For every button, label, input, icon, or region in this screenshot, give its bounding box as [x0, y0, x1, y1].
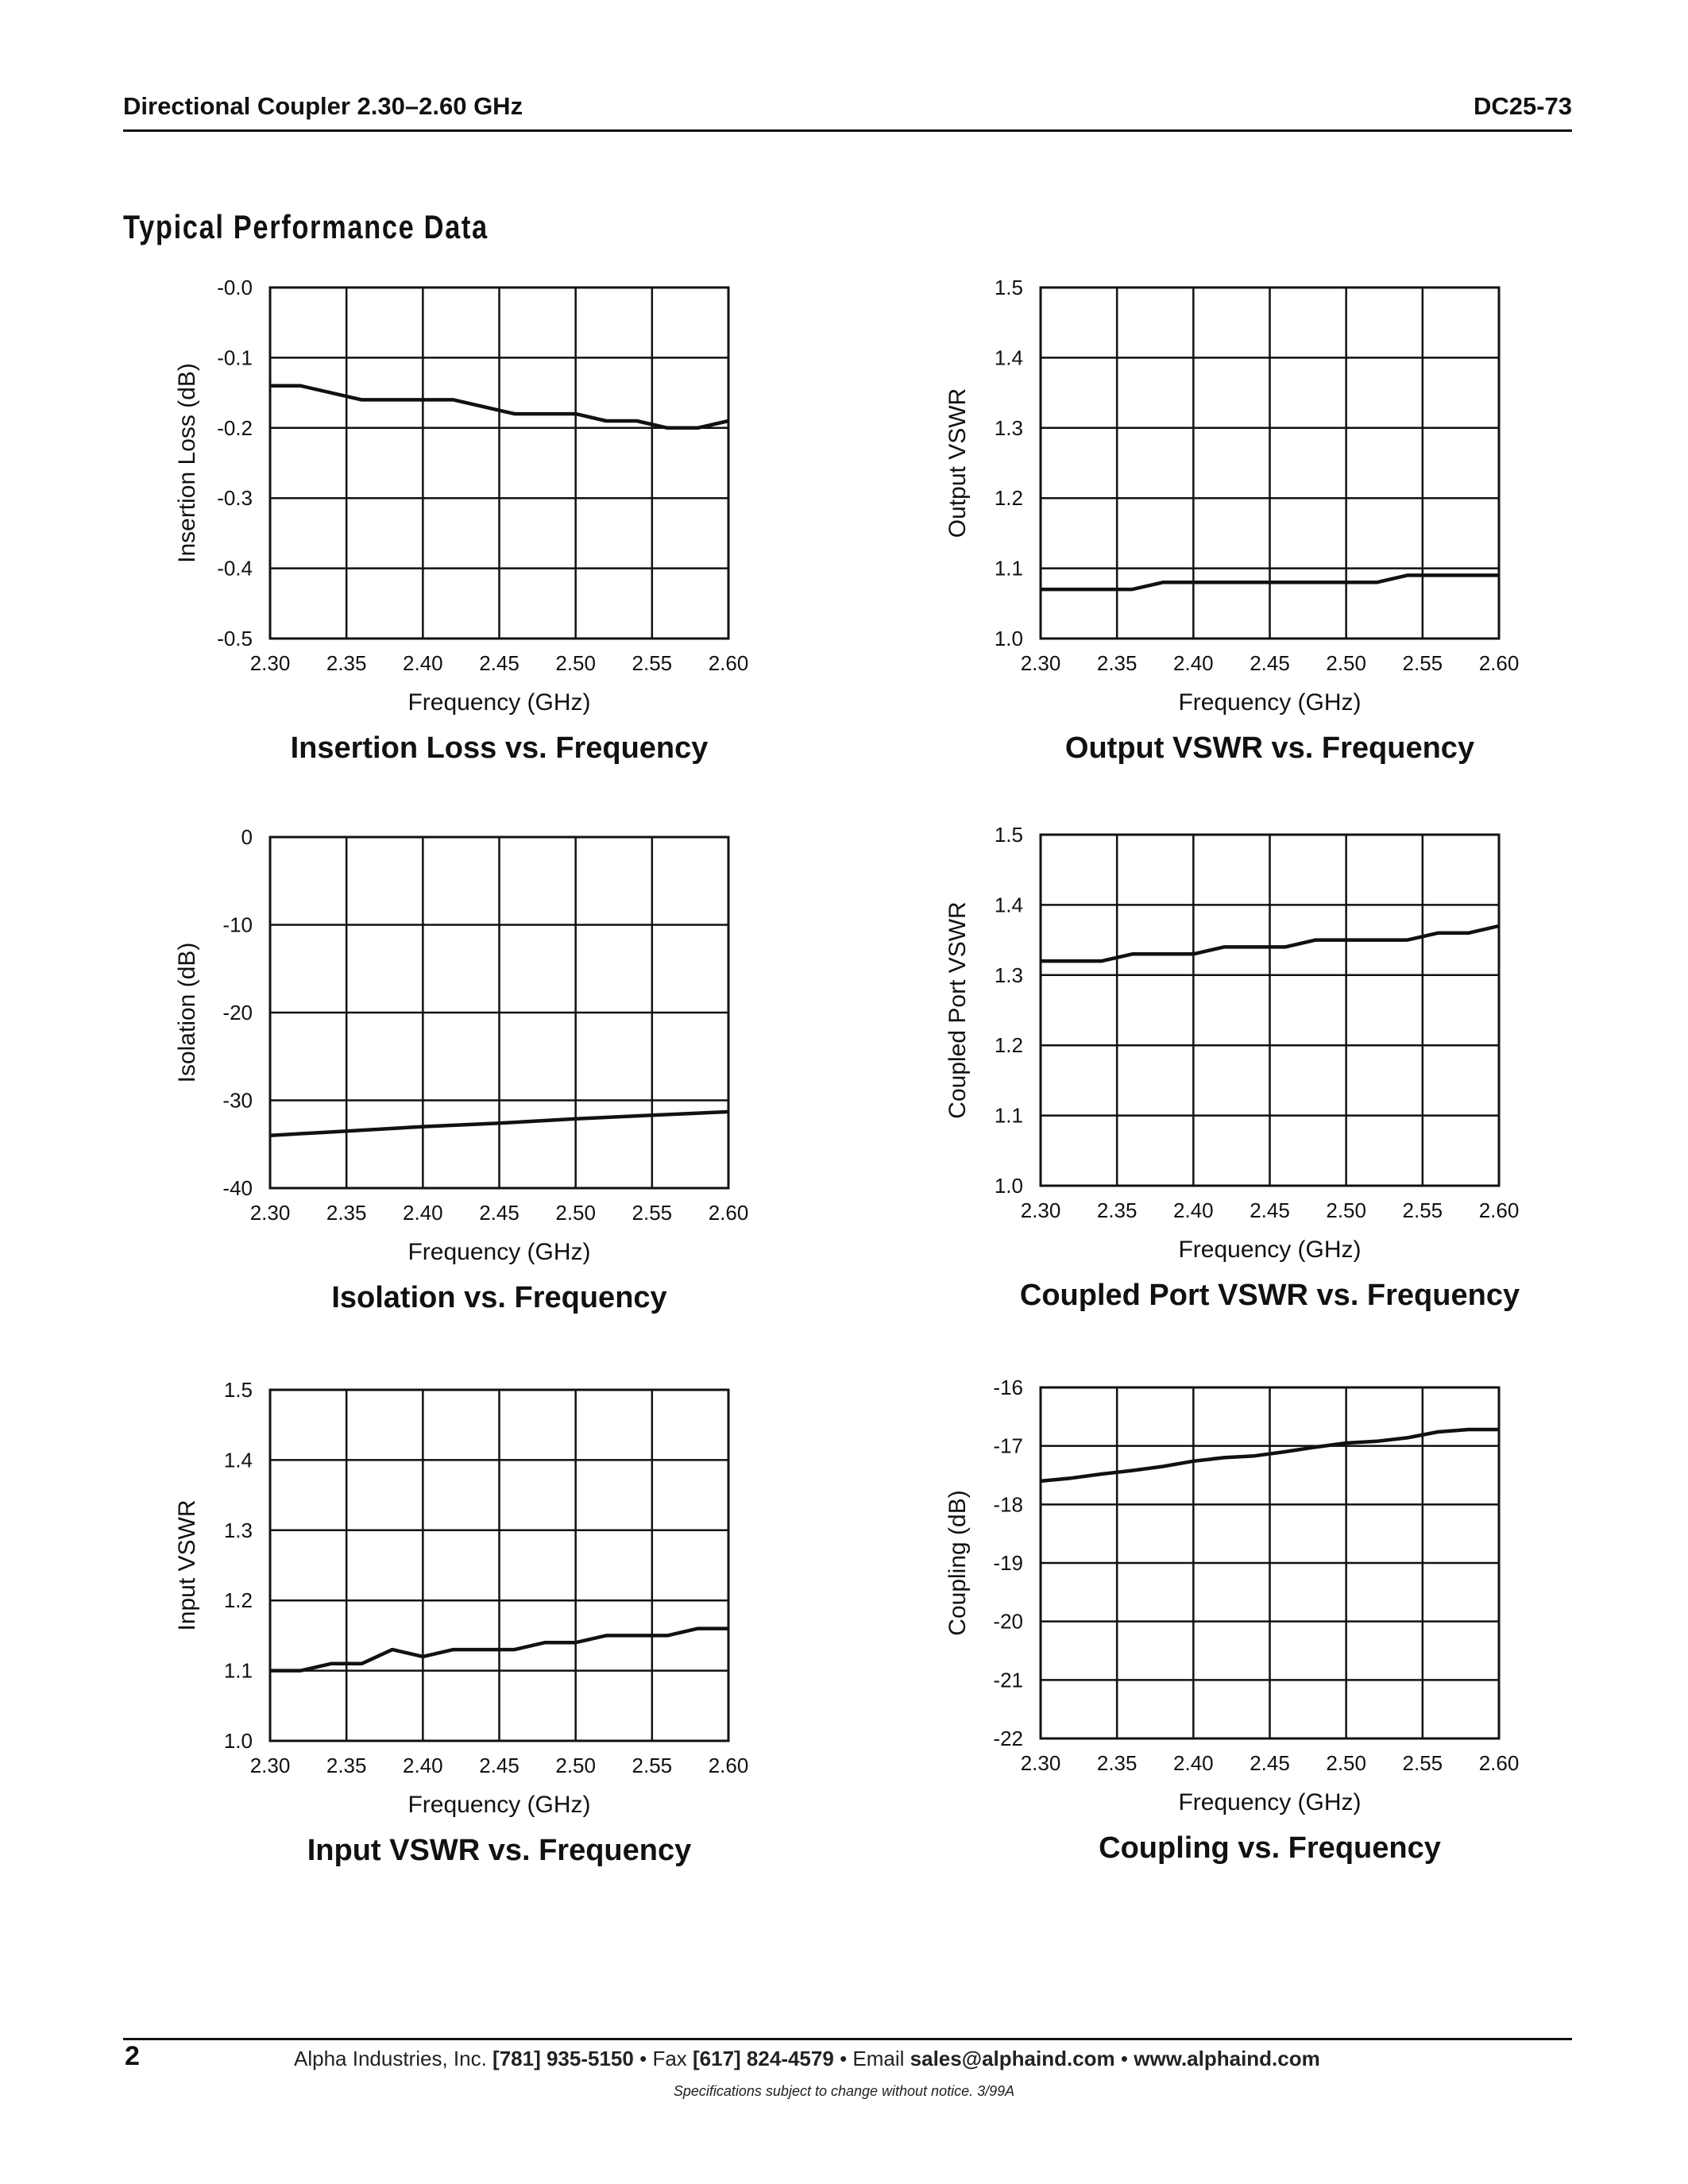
chart-insertion-loss [174, 276, 749, 765]
x-tick-label: 2.45 [1250, 651, 1290, 675]
section-title: Typical Performance Data [123, 208, 489, 245]
x-tick-label: 2.50 [555, 1201, 596, 1225]
x-tick-label: 2.60 [1478, 1198, 1520, 1222]
x-axis-label: Frequency (GHz) [1178, 1789, 1362, 1815]
y-tick-label: -0.3 [217, 486, 253, 511]
y-tick-label: -40 [222, 1176, 253, 1200]
y-tick-label: 1.1 [994, 556, 1023, 581]
y-tick-label: -0.4 [217, 556, 253, 581]
y-tick-label: -30 [222, 1088, 253, 1113]
y-tick-label: 1.4 [994, 345, 1023, 370]
x-tick-label: 2.45 [1250, 1751, 1290, 1775]
y-tick-label: -17 [993, 1433, 1023, 1458]
x-tick-label: 2.50 [555, 1754, 596, 1777]
y-tick-label: 1.0 [994, 627, 1023, 650]
x-tick-label: 2.45 [479, 1201, 520, 1225]
x-tick-label: 2.55 [1402, 1751, 1443, 1775]
page-number: 2 [125, 2041, 140, 2071]
y-axis-label: Input VSWR [174, 1499, 200, 1631]
x-tick-label: 2.40 [403, 651, 443, 675]
fax-label: Fax [652, 2047, 687, 2070]
y-axis-label: Coupling (dB) [944, 1490, 971, 1636]
x-tick-label: 2.40 [403, 1201, 443, 1225]
x-tick-label: 2.60 [1478, 1751, 1520, 1775]
y-tick-label: 1.5 [994, 823, 1023, 847]
x-tick-label: 2.55 [632, 651, 673, 675]
x-tick-label: 2.40 [1173, 1751, 1214, 1775]
x-tick-label: 2.45 [479, 651, 520, 675]
x-tick-label: 2.40 [403, 1754, 443, 1777]
y-tick-label: -0.1 [217, 345, 253, 370]
y-axis-label: Insertion Loss (dB) [174, 363, 200, 563]
y-tick-label: 1.3 [994, 415, 1023, 440]
x-tick-label: 2.30 [1020, 1198, 1061, 1222]
bullet: • [1120, 2047, 1128, 2070]
y-tick-label: -16 [993, 1376, 1023, 1399]
y-tick-label: 1.0 [223, 1729, 253, 1753]
chart-output-vswr [944, 276, 1520, 765]
x-tick-label: 2.35 [326, 1201, 367, 1225]
y-tick-label: 1.4 [223, 1448, 253, 1472]
y-tick-label: 1.1 [994, 1103, 1023, 1128]
y-tick-label: -0.5 [217, 627, 253, 650]
y-tick-label: 1.4 [994, 893, 1023, 917]
email-label: Email [852, 2047, 905, 2070]
disclaimer-note: Specifications subject to change without notice. 3/99A [673, 2083, 1015, 2099]
model-number: DC25-73 [1473, 92, 1572, 120]
x-tick-label: 2.35 [326, 1754, 367, 1777]
x-tick-label: 2.30 [249, 651, 291, 675]
y-tick-label: 1.2 [223, 1588, 253, 1613]
y-tick-label: -19 [993, 1551, 1023, 1575]
chart-input-vswr [174, 1378, 749, 1867]
footer-rule [123, 2038, 1572, 2040]
header-rule [123, 129, 1572, 132]
y-tick-label: 1.5 [994, 276, 1023, 299]
chart-title: Coupling vs. Frequency [1099, 1831, 1441, 1865]
y-tick-label: -20 [993, 1609, 1023, 1634]
phone-number: [781] 935-5150 [492, 2047, 634, 2070]
x-tick-label: 2.55 [1402, 1198, 1443, 1222]
x-tick-label: 2.55 [1402, 651, 1443, 675]
product-title: Directional Coupler 2.30–2.60 GHz [123, 92, 523, 120]
x-tick-label: 2.45 [1250, 1198, 1290, 1222]
x-tick-label: 2.35 [326, 651, 367, 675]
x-axis-label: Frequency (GHz) [408, 689, 591, 716]
y-axis-label: Isolation (dB) [174, 942, 200, 1083]
y-tick-label: 1.3 [223, 1518, 253, 1542]
bullet: • [840, 2047, 848, 2070]
x-tick-label: 2.50 [555, 651, 596, 675]
y-tick-label: -22 [993, 1727, 1023, 1750]
x-tick-label: 2.60 [708, 1201, 749, 1225]
y-axis-label: Output VSWR [944, 388, 971, 538]
y-tick-label: 1.2 [994, 486, 1023, 511]
x-tick-label: 2.45 [479, 1754, 520, 1777]
x-tick-label: 2.35 [1096, 1198, 1138, 1222]
y-tick-label: -0.0 [217, 276, 253, 299]
contact-line [294, 2047, 1320, 2071]
x-tick-label: 2.30 [1020, 651, 1061, 675]
y-tick-label: 0 [241, 825, 253, 849]
chart-coupling [944, 1376, 1520, 1865]
y-tick-label: -21 [993, 1668, 1023, 1692]
x-tick-label: 2.55 [632, 1754, 673, 1777]
x-tick-label: 2.30 [249, 1201, 291, 1225]
y-tick-label: 1.5 [223, 1378, 253, 1402]
x-tick-label: 2.50 [1326, 1198, 1366, 1222]
email-link[interactable]: sales@alphaind.com [910, 2047, 1115, 2070]
y-tick-label: 1.2 [994, 1033, 1023, 1058]
x-axis-label: Frequency (GHz) [1178, 689, 1362, 716]
website-link[interactable]: www.alphaind.com [1134, 2047, 1320, 2070]
y-tick-label: 1.1 [223, 1658, 253, 1683]
fax-number: [617] 824-4579 [693, 2047, 834, 2070]
x-tick-label: 2.60 [708, 651, 749, 675]
y-tick-label: -0.2 [217, 415, 253, 440]
x-tick-label: 2.35 [1096, 651, 1138, 675]
x-tick-label: 2.50 [1326, 651, 1366, 675]
x-axis-label: Frequency (GHz) [408, 1792, 591, 1818]
x-tick-label: 2.30 [249, 1754, 291, 1777]
x-tick-label: 2.50 [1326, 1751, 1366, 1775]
y-axis-label: Coupled Port VSWR [944, 901, 971, 1119]
x-axis-label: Frequency (GHz) [408, 1239, 591, 1265]
chart-title: Input VSWR vs. Frequency [307, 1834, 692, 1867]
x-tick-label: 2.35 [1096, 1751, 1138, 1775]
x-tick-label: 2.55 [632, 1201, 673, 1225]
chart-title: Isolation vs. Frequency [331, 1281, 667, 1314]
chart-title: Insertion Loss vs. Frequency [290, 731, 709, 765]
x-tick-label: 2.40 [1173, 651, 1214, 675]
company-name: Alpha Industries, Inc. [294, 2047, 487, 2070]
y-tick-label: -18 [993, 1492, 1023, 1517]
y-tick-label: 1.3 [994, 963, 1023, 987]
x-tick-label: 2.60 [1478, 651, 1520, 675]
x-tick-label: 2.60 [708, 1754, 749, 1777]
x-tick-label: 2.40 [1173, 1198, 1214, 1222]
x-axis-label: Frequency (GHz) [1178, 1237, 1362, 1263]
chart-title: Output VSWR vs. Frequency [1064, 731, 1475, 765]
x-tick-label: 2.30 [1020, 1751, 1061, 1775]
bullet: • [639, 2047, 647, 2070]
chart-isolation [174, 825, 749, 1314]
chart-title: Coupled Port VSWR vs. Frequency [1019, 1279, 1520, 1312]
y-tick-label: -10 [222, 913, 253, 937]
y-tick-label: -20 [222, 1001, 253, 1024]
y-tick-label: 1.0 [994, 1174, 1023, 1198]
chart-coupled-port-vswr [944, 823, 1520, 1312]
